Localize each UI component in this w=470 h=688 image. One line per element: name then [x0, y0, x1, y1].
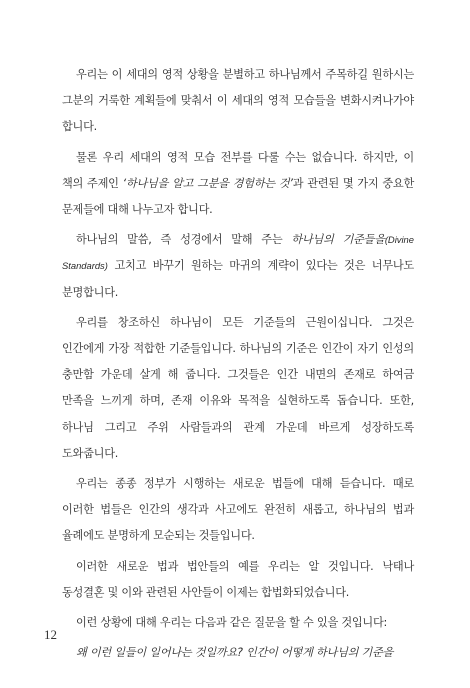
body-text [62, 62, 414, 670]
page-number: 12 [44, 627, 57, 642]
text-run: 고치고 바꾸기 원하는 마귀의 계략이 있다는 것은 너무나도 분명합니다. [62, 259, 414, 299]
emphasized-text: 왜 이런 일들이 일어나는 것일까요? 인간이 어떻게 하나님의 기준을 [76, 646, 394, 660]
paragraph [62, 471, 414, 550]
text-run: 이런 상황에 대해 우리는 다음과 같은 질문을 할 수 있을 것입니다: [76, 616, 388, 630]
text-run: 과 관련된 몇 가지 중요한 문제들에 대해 나누고자 합니다. [62, 176, 415, 217]
paragraph [62, 310, 414, 467]
paragraph [62, 145, 414, 224]
emphasized-text: (Divine Standards) [62, 234, 414, 272]
paragraph [62, 610, 414, 636]
emphasized-text: 하나님의 기준들을 [291, 233, 385, 247]
text-run: 물론 우리 세대의 영적 모습 전부를 다룰 수는 없습니다. 하지만, 이 책의 주제인 [62, 150, 414, 190]
text-run: 우리를 창조하신 하나님이 모든 기준들의 근원이십니다. 그것은 인간에게 가장 적합한 기준들입니다. 하나님의 기준은 인간이 자기 인성의 충만함 가운데 살게 해 줍니다. 그것들은 인간 내면의 존재로 하여금 만족을 느끼게 하며, 존재 이유와 목적을 실현하도록 돕습니다. 또한, 하나님 그리고 주위 사람들과의 관계 가운데 바르게 성장하도록 도와줍니다. [62, 315, 414, 460]
paragraph [62, 62, 414, 141]
emphasized-text: ‘하나님을 알고 그분을 경험하는 것’ [122, 176, 293, 190]
paragraph [62, 554, 414, 606]
text-run: 하나님의 말씀, 즉 성경에서 말해 주는 [76, 233, 292, 247]
text-run: 우리는 이 세대의 영적 상황을 분별하고 하나님께서 주목하길 원하시는 그분의 거룩한 계획들에 맞춰서 이 세대의 영적 모습들을 변화시켜나가야 합니다. [62, 68, 414, 134]
text-run: 우리는 종종 정부가 시행하는 새로운 법들에 대해 듣습니다. 때로 이러한 법들은 인간의 생각과 사고에도 완전히 새롭고, 하나님의 법과 율례에도 분명하게 모순되는 것들입니다. [62, 477, 414, 543]
paragraph [62, 640, 414, 666]
paragraph [62, 227, 414, 306]
text-run: 이러한 새로운 법과 법안들의 예를 우리는 알 것입니다. 낙태나 동성결혼 및 이와 관련된 사안들이 이제는 합법화되었습니다. [62, 559, 414, 599]
